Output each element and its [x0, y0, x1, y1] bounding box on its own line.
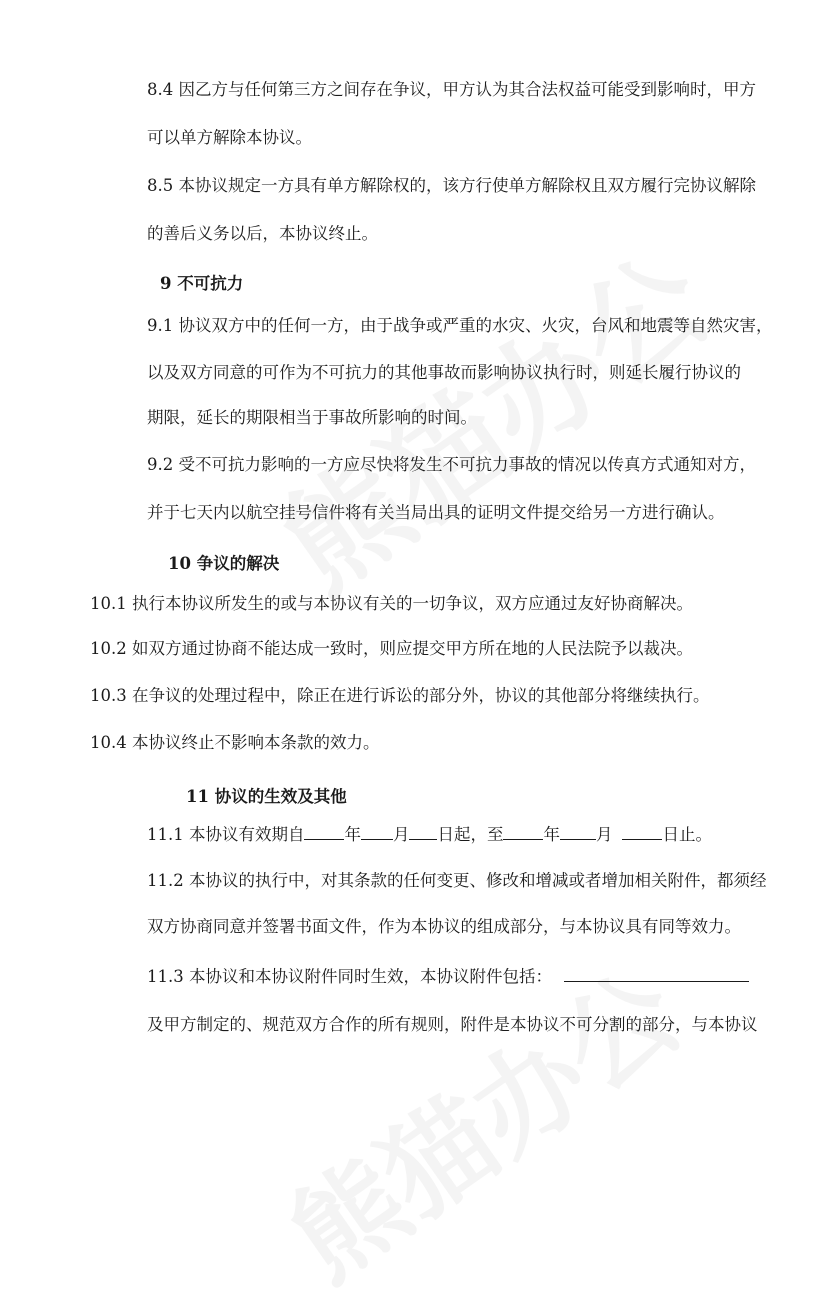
- start-month-blank[interactable]: [361, 823, 393, 840]
- end-month-blank[interactable]: [560, 823, 596, 840]
- clause-8-5-line-1: 8.5 本协议规定一方具有单方解除权的，该方行使单方解除权且双方履行完协议解除: [147, 176, 756, 195]
- clause-11-3-line-1: [147, 965, 749, 987]
- clause-9-1-line-3: 期限，延长的期限相当于事故所影响的时间。: [147, 408, 477, 427]
- attachments-blank[interactable]: [564, 965, 749, 982]
- clause-11-1-day-1: 日起，至: [437, 825, 504, 844]
- clause-11-1-end: 日止。: [662, 825, 712, 844]
- section-11-heading: 11 协议的生效及其他: [186, 787, 347, 806]
- clause-11-1-year-2: 年: [543, 825, 560, 844]
- clause-10-3: 10.3 在争议的处理过程中，除正在进行诉讼的部分外，协议的其他部分将继续执行。: [90, 686, 710, 705]
- clause-10-4: 10.4 本协议终止不影响本条款的效力。: [90, 733, 380, 752]
- clause-11-1-year-1: 年: [344, 825, 361, 844]
- clause-10-1: 10.1 执行本协议所发生的或与本协议有关的一切争议，双方应通过友好协商解决。: [90, 594, 693, 613]
- start-day-blank[interactable]: [409, 823, 437, 840]
- clause-9-2-line-1: 9.2 受不可抗力影响的一方应尽快将发生不可抗力事故的情况以传真方式通知对方，: [147, 455, 756, 474]
- clause-9-1-line-1: 9.1 协议双方中的任何一方，由于战争或严重的水灾、火灾，台风和地震等自然灾害，: [147, 316, 773, 335]
- clause-11-1-month-2: 月: [595, 825, 613, 844]
- section-9-heading: 9 不可抗力: [160, 274, 244, 293]
- clause-11-2-line-2: 双方协商同意并签署书面文件，作为本协议的组成部分，与本协议具有同等效力。: [147, 917, 741, 936]
- end-day-blank[interactable]: [622, 823, 662, 840]
- clause-11-1-prefix: 11.1 本协议有效期自: [147, 825, 305, 844]
- clause-8-4-line-2: 可以单方解除本协议。: [147, 128, 312, 147]
- clause-10-2: 10.2 如双方通过协商不能达成一致时，则应提交甲方所在地的人民法院予以裁决。: [90, 639, 693, 658]
- clause-8-5-line-2: 的善后义务以后，本协议终止。: [147, 224, 378, 243]
- clause-11-2-line-1: 11.2 本协议的执行中，对其条款的任何变更、修改和增减或者增加相关附件，都须经: [147, 871, 767, 890]
- end-year-blank[interactable]: [503, 823, 543, 840]
- clause-11-1: [147, 823, 712, 845]
- clause-9-1-line-2: 以及双方同意的可作为不可抗力的其他事故而影响协议执行时，则延长履行协议的: [147, 363, 741, 382]
- clause-11-1-month-1: 月: [392, 825, 410, 844]
- clause-11-3-line-2: 及甲方制定的、规范双方合作的所有规则，附件是本协议不可分割的部分，与本协议: [147, 1015, 758, 1034]
- start-year-blank[interactable]: [304, 823, 344, 840]
- clause-11-3-text: 11.3 本协议和本协议附件同时生效，本协议附件包括：: [147, 967, 552, 986]
- section-10-heading: 10 争议的解决: [168, 554, 280, 573]
- clause-9-2-line-2: 并于七天内以航空挂号信件将有关当局出具的证明文件提交给另一方进行确认。: [147, 503, 725, 522]
- clause-8-4-line-1: 8.4 因乙方与任何第三方之间存在争议，甲方认为其合法权益可能受到影响时，甲方: [147, 80, 756, 99]
